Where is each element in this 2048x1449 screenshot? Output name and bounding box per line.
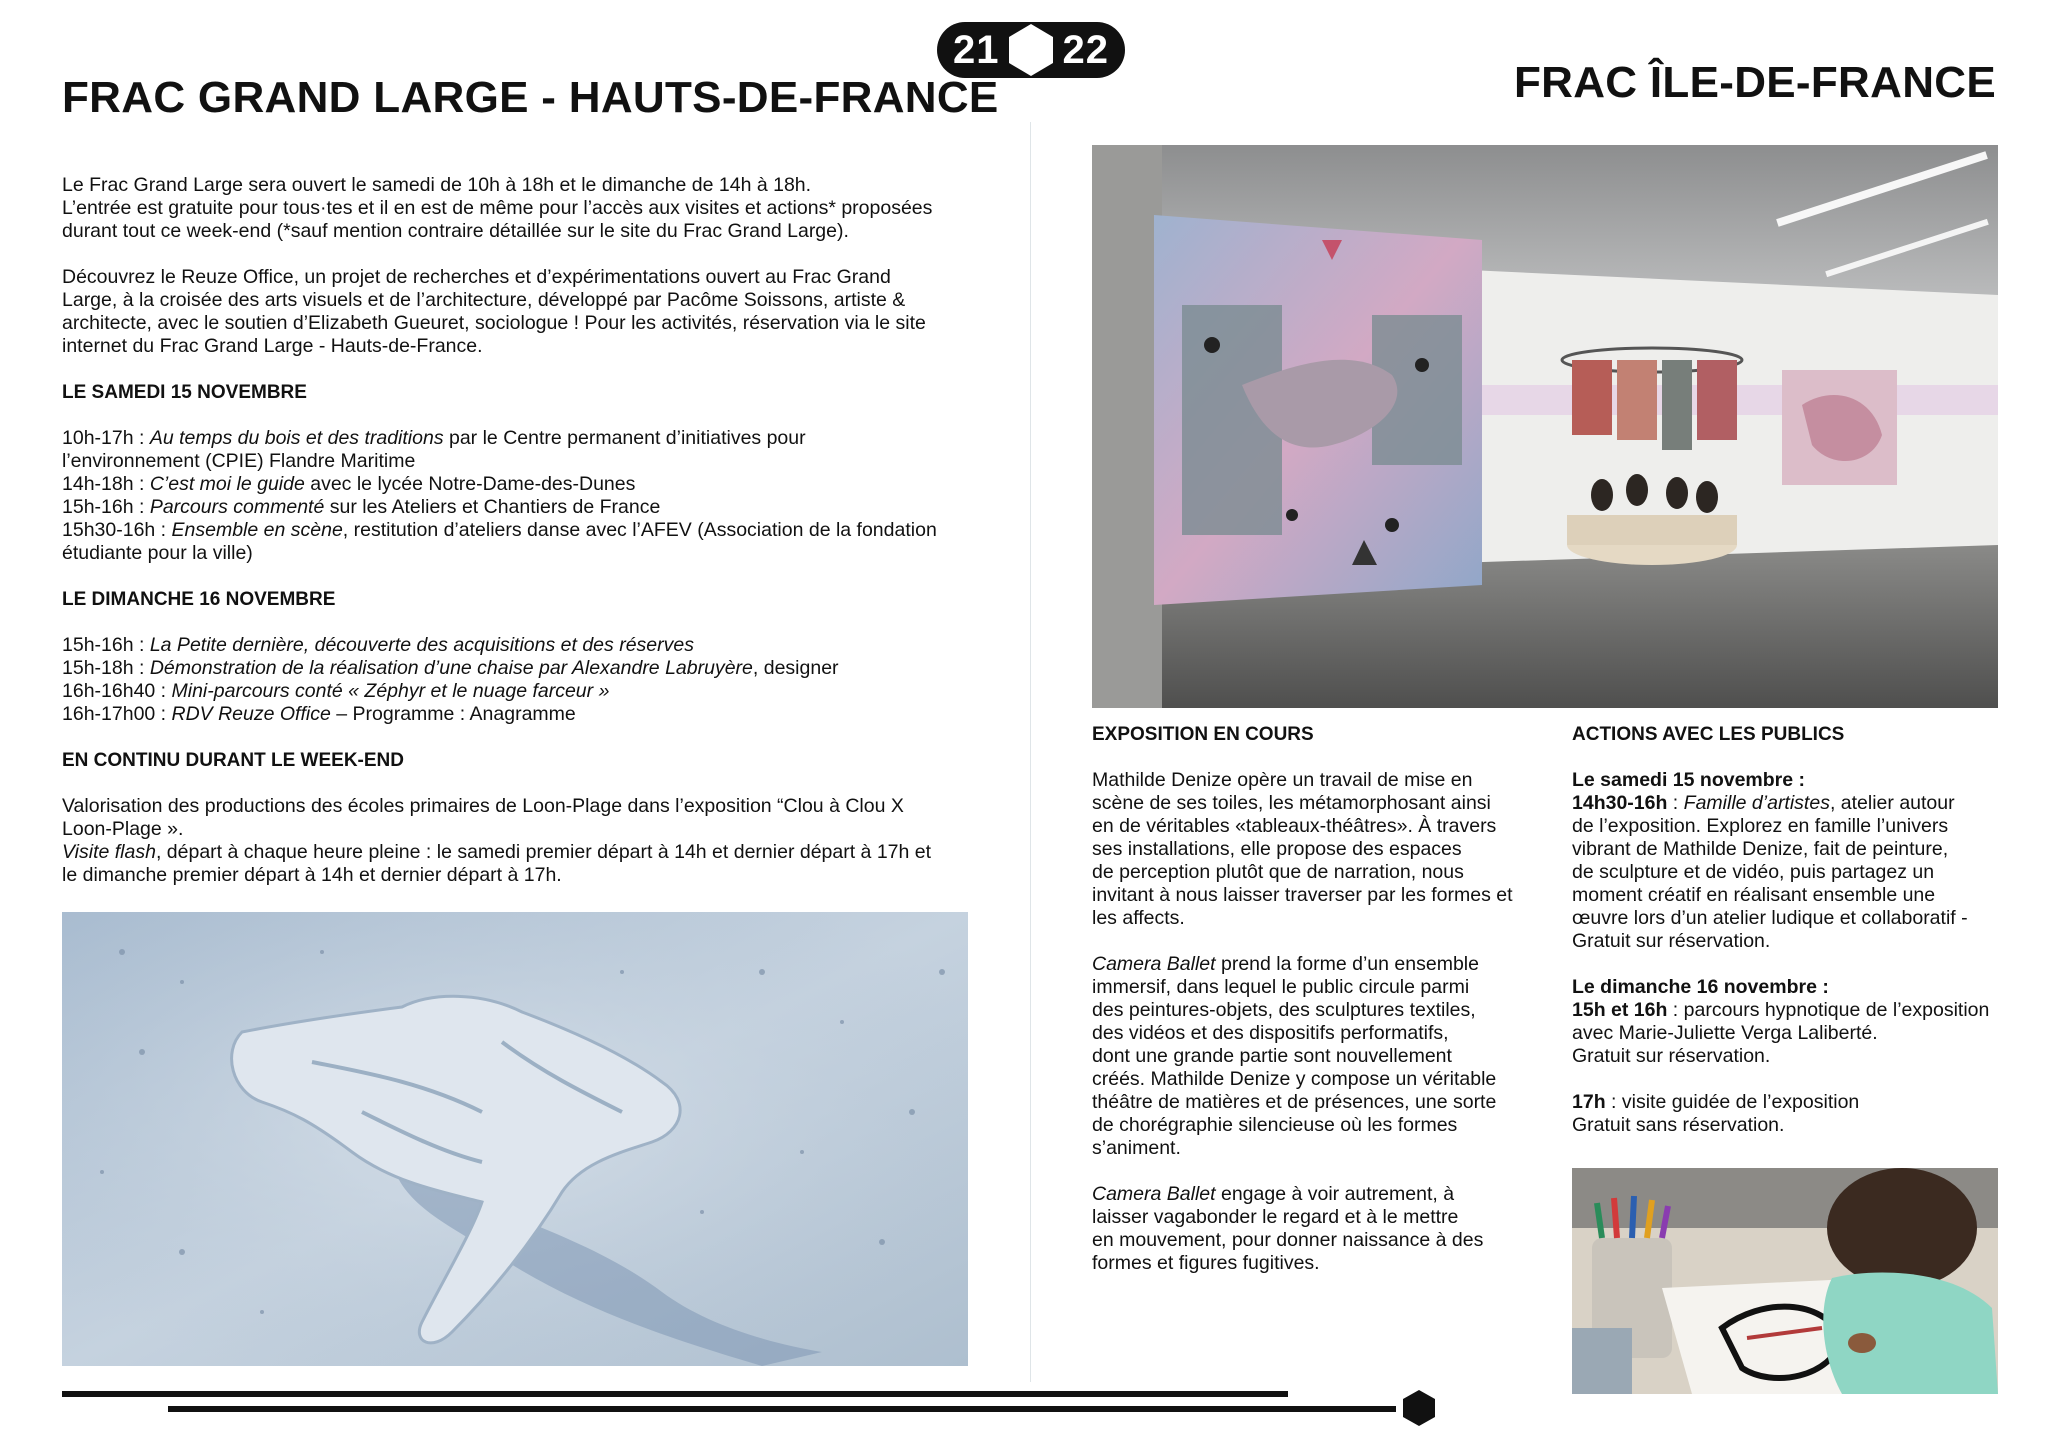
exposition-line: invitant à nous laisser traverser par les formes et [1092, 884, 1513, 906]
exposition-line: en mouvement, pour donner naissance à des [1092, 1229, 1484, 1251]
sunday-heading: LE DIMANCHE 16 NOVEMBRE [62, 589, 336, 610]
actions-line: Gratuit sur réservation. [1572, 930, 1771, 952]
exposition-line: laisser vagabonder le regard et à le mettre [1092, 1206, 1459, 1228]
right-page-number: 22 [1062, 27, 1109, 72]
page-gutter-divider [1030, 122, 1031, 1382]
actions-column [1572, 723, 2012, 1137]
actions-line: 17h : visite guidée de l’exposition [1572, 1091, 1860, 1113]
actions-line: œuvre lors d’un atelier ludique et collaboratif - [1572, 907, 1968, 929]
exposition-line: théâtre de matières et de présences, une sorte [1092, 1091, 1497, 1113]
actions-line: de sculpture et de vidéo, puis partagez un [1572, 861, 1935, 883]
saturday-heading: LE SAMEDI 15 NOVEMBRE [62, 382, 307, 403]
continuous-line: le dimanche premier départ à 14h et dernier départ à 17h. [62, 864, 562, 886]
schedule-item: 15h-16h : Parcours commenté sur les Ateliers et Chantiers de France [62, 496, 661, 518]
hexagon-icon [1402, 1389, 1436, 1427]
actions-line: 15h et 16h : parcours hypnotique de l’exposition [1572, 999, 1990, 1021]
actions-line: Gratuit sur réservation. [1572, 1045, 1771, 1067]
left-page-title: FRAC GRAND LARGE - HAUTS-DE-FRANCE [62, 73, 999, 122]
intro-line: durant tout ce week-end (*sauf mention contraire détaillée sur le site du Frac Grand Large). [62, 220, 849, 242]
saturday-label: Le samedi 15 novembre : [1572, 769, 1806, 791]
hexagon-icon [1007, 23, 1055, 77]
footer-rule [168, 1406, 1396, 1412]
actions-heading: ACTIONS AVEC LES PUBLICS [1572, 724, 1845, 745]
exposition-line: les affects. [1092, 907, 1185, 929]
exposition-line: des peintures-objets, des sculptures textiles, [1092, 999, 1476, 1021]
reuze-line: internet du Frac Grand Large - Hauts-de-France. [62, 335, 483, 357]
actions-line: vibrant de Mathilde Denize, fait de peinture, [1572, 838, 1949, 860]
exhibition-gallery-photo [1092, 145, 1998, 708]
exposition-heading: EXPOSITION EN COURS [1092, 724, 1314, 745]
continuous-line: Valorisation des productions des écoles primaires de Loon-Plage dans l’exposition “Clou à Clou X [62, 795, 904, 817]
exposition-line: de perception plutôt que de narration, nous [1092, 861, 1464, 883]
schedule-item: 14h-18h : C’est moi le guide avec le lycée Notre-Dame-des-Dunes [62, 473, 636, 495]
actions-line: de l’exposition. Explorez en famille l’univers [1572, 815, 1949, 837]
exposition-line: Camera Ballet engage à voir autrement, à [1092, 1183, 1455, 1205]
exposition-line: en de véritables «tableaux-théâtres». À travers [1092, 815, 1497, 837]
right-page-title: FRAC ÎLE-DE-FRANCE [1513, 58, 1996, 107]
reuze-line: Large, à la croisée des arts visuels et de l’architecture, développé par Pacôme Soissons, artiste & [62, 289, 906, 311]
child-workshop-photo [1572, 1168, 1998, 1394]
schedule-item: 15h30-16h : Ensemble en scène, restitution d’ateliers danse avec l’AFEV (Association de la fondation [62, 519, 937, 541]
sunday-label: Le dimanche 16 novembre : [1572, 976, 1829, 998]
exposition-line: scène de ses toiles, les métamorphosant ainsi [1092, 792, 1491, 814]
left-page-body [62, 174, 972, 887]
exposition-line: de chorégraphie silencieuse où les formes [1092, 1114, 1458, 1136]
continuous-line: Visite flash, départ à chaque heure pleine : le samedi premier départ à 14h et dernier départ à 17h et [62, 841, 932, 863]
continuous-line: Loon-Plage ». [62, 818, 184, 840]
schedule-item: 10h-17h : Au temps du bois et des traditions par le Centre permanent d’initiatives pour [62, 427, 806, 449]
exposition-line: ses installations, elle propose des espaces [1092, 838, 1462, 860]
page-number-badge [937, 22, 1125, 78]
actions-line: moment créatif en réalisant ensemble une [1572, 884, 1936, 906]
intro-line: Le Frac Grand Large sera ouvert le samedi de 10h à 18h et le dimanche de 14h à 18h. [62, 174, 812, 196]
schedule-item: l’environnement (CPIE) Flandre Maritime [62, 450, 416, 472]
schedule-item: 15h-18h : Démonstration de la réalisation d’une chaise par Alexandre Labruyère, designer [62, 657, 839, 679]
reuze-line: architecte, avec le soutien d’Elizabeth Gueuret, sociologue ! Pour les activités, réservation via le site [62, 312, 926, 334]
exposition-line: des vidéos et des dispositifs performatifs, [1092, 1022, 1449, 1044]
actions-line: Gratuit sans réservation. [1572, 1114, 1785, 1136]
schedule-item: 15h-16h : La Petite dernière, découverte des acquisitions et des réserves [62, 634, 694, 656]
exposition-line: créés. Mathilde Denize y compose un véritable [1092, 1068, 1497, 1090]
exposition-line: Mathilde Denize opère un travail de mise en [1092, 769, 1473, 791]
schedule-item: 16h-16h40 : Mini-parcours conté « Zéphyr et le nuage farceur » [62, 680, 610, 702]
left-page-number: 21 [953, 27, 1000, 72]
sand-figure-photo [62, 912, 968, 1366]
exposition-line: dont une grande partie sont nouvellement [1092, 1045, 1452, 1067]
actions-line: avec Marie-Juliette Verga Laliberté. [1572, 1022, 1878, 1044]
exposition-column [1092, 723, 1532, 1275]
exposition-line: Camera Ballet prend la forme d’un ensemble [1092, 953, 1479, 975]
continuous-heading: EN CONTINU DURANT LE WEEK-END [62, 750, 404, 771]
exposition-line: s’animent. [1092, 1137, 1181, 1159]
exposition-line: formes et figures fugitives. [1092, 1252, 1320, 1274]
actions-line: 14h30-16h : Famille d’artistes, atelier autour [1572, 792, 1955, 814]
schedule-item: étudiante pour la ville) [62, 542, 253, 564]
exposition-line: immersif, dans lequel le public circule parmi [1092, 976, 1470, 998]
schedule-item: 16h-17h00 : RDV Reuze Office – Programme : Anagramme [62, 703, 576, 725]
intro-line: L’entrée est gratuite pour tous·tes et il en est de même pour l’accès aux visites et actions* proposées [62, 197, 933, 219]
reuze-line: Découvrez le Reuze Office, un projet de recherches et d’expérimentations ouvert au Frac Grand [62, 266, 891, 288]
footer-rule [62, 1391, 1288, 1397]
